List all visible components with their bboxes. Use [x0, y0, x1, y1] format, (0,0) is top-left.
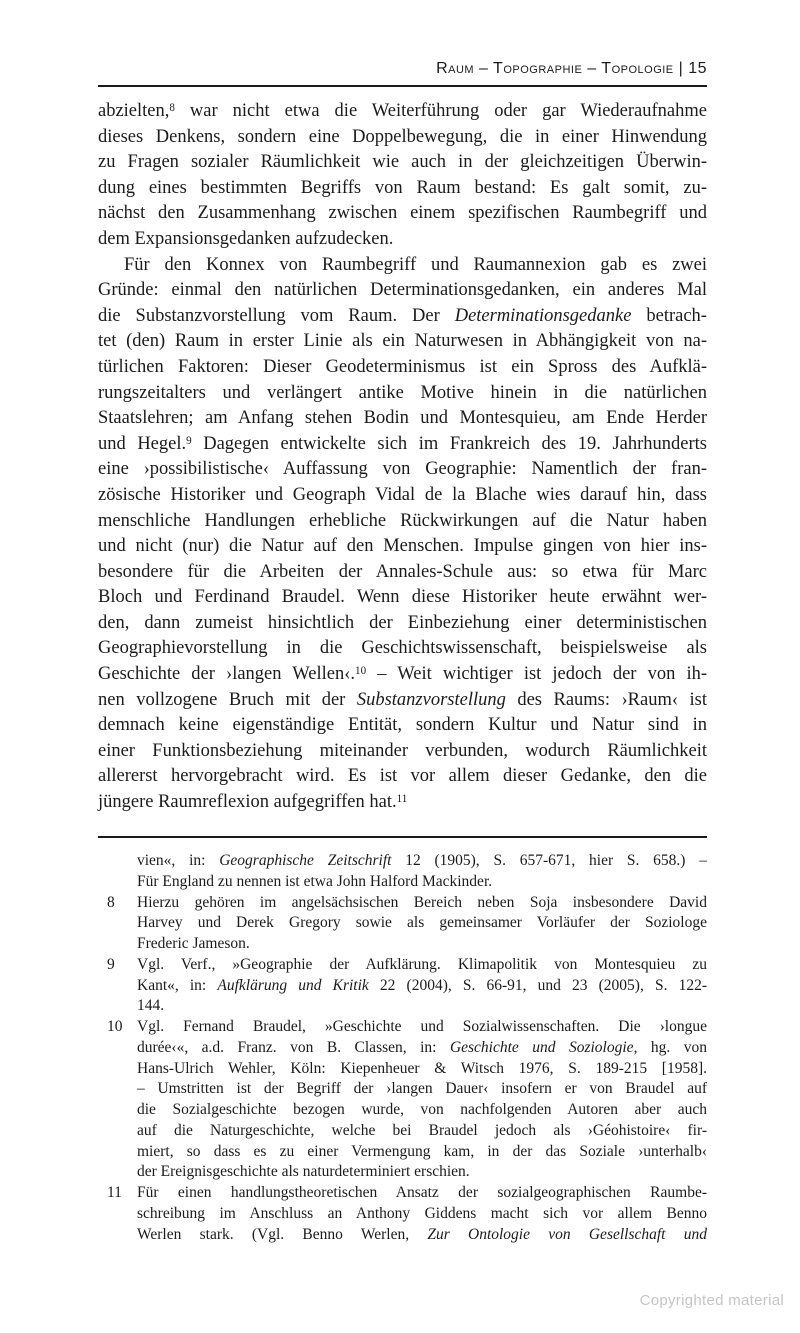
- text-segment: Vgl. Verf., »Geographie der Aufklärung. Klimapolitik von Montesquieu zu: [137, 955, 707, 973]
- footnote-number: 9: [107, 955, 115, 973]
- text-segment: besondere für die Arbeiten der Annales-Schule aus: so etwa für Marc: [98, 561, 707, 582]
- text-line: [137, 1183, 707, 1204]
- text-segment: 12 (1905), S. 657-671, hier S. 658.) –: [391, 852, 707, 869]
- running-header: [98, 59, 707, 79]
- text-segment: Gründe: einmal den natürlichen Determinationsgedanken, ein anderes Mal: [98, 280, 707, 301]
- text-line: [98, 432, 707, 458]
- text-line: [98, 201, 707, 227]
- footnote-number: 11: [107, 1184, 122, 1201]
- text-segment: zösische Historiker und Geograph Vidal de la Blache wies darauf hin, dass: [98, 484, 707, 505]
- text-segment: demnach keine eigenständige Entität, sondern Kultur und Natur sind in: [98, 715, 707, 736]
- footnotes: [98, 851, 707, 1245]
- text-segment: der Ereignisgeschichte als naturdeterminiert erschien.: [137, 1163, 470, 1181]
- italic-text: Substanzvorstellung: [356, 689, 506, 710]
- header-rule: [98, 85, 707, 87]
- text-segment: Geschichte der ›langen Wellen‹.: [98, 664, 356, 685]
- text-line: [137, 851, 707, 872]
- footnote: [98, 955, 707, 1017]
- text-segment: Frederic Jameson.: [137, 935, 250, 952]
- footnote-ref: 11: [396, 793, 408, 806]
- text-line: [98, 534, 707, 560]
- text-line: [98, 253, 707, 279]
- text-segment: nen vollzogene Bruch mit der: [98, 689, 357, 710]
- text-line: [98, 329, 707, 355]
- text-segment: Für England zu nennen ist etwa John Halford Mackinder.: [137, 872, 493, 890]
- text-segment: menschliche Handlungen erhebliche Rückwirkungen auf die Natur haben: [98, 510, 707, 531]
- text-segment: vien«, in:: [137, 852, 220, 869]
- body-text: [98, 99, 707, 816]
- text-line: [137, 1225, 707, 1246]
- italic-text: Zur Ontologie von Gesellschaft und: [427, 1225, 707, 1243]
- text-line: [137, 1142, 707, 1163]
- text-segment: Harvey und Derek Gregory sowie als gemeinsamer Vorläufer der Soziologe: [137, 914, 707, 932]
- text-line: [98, 176, 707, 202]
- text-line: [98, 457, 707, 483]
- text-line: [137, 893, 707, 914]
- text-segment: Staatslehren; am Anfang stehen Bodin und Montesquieu, am Ende Herder: [98, 408, 707, 429]
- text-line: [137, 1017, 707, 1038]
- text-line: [98, 406, 707, 432]
- text-line: [137, 872, 707, 893]
- text-line: [137, 1121, 707, 1142]
- text-segment: türlichen Faktoren: Dieser Geodeterminismus ist ein Spross des Aufklä-: [98, 356, 707, 377]
- footnote: [98, 893, 707, 955]
- text-line: [98, 227, 707, 253]
- text-segment: dem Expansionsgedanken aufzudecken.: [98, 228, 394, 249]
- text-segment: jüngere Raumreflexion aufgegriffen hat.: [98, 792, 397, 813]
- text-segment: abzielten,: [98, 101, 170, 121]
- text-line: [98, 764, 707, 790]
- text-segment: war nicht etwa die Weiterführung oder gar Wiederaufnahme: [174, 101, 707, 121]
- text-segment: Für einen handlungstheoretischen Ansatz der sozialgeographischen Raumbe-: [137, 1184, 707, 1201]
- text-segment: 22 (2004), S. 66-91, und 23 (2005), S. 122-: [368, 976, 707, 994]
- text-segment: die Substanzvorstellung vom Raum. Der: [98, 305, 455, 326]
- text-segment: nächst den Zusammenhang zwischen einem spezifischen Raumbegriff und: [98, 203, 707, 224]
- italic-text: Aufklärung und Kritik: [217, 976, 369, 994]
- text-line: [98, 150, 707, 176]
- text-line: [98, 509, 707, 535]
- footnote-number: 10: [107, 1018, 123, 1035]
- footnote-number: 8: [107, 893, 115, 911]
- text-line: [98, 125, 707, 151]
- text-line: [98, 483, 707, 509]
- text-segment: den, dann zumeist hinsichtlich der Einbeziehung einer deterministischen: [98, 612, 707, 633]
- text-line: [98, 585, 707, 611]
- text-line: [98, 381, 707, 407]
- text-line: [98, 713, 707, 739]
- text-segment: betrach-: [631, 305, 707, 326]
- text-segment: Vgl. Fernand Braudel, »Geschichte und Sozialwissenschaften. Die ›longue: [137, 1018, 707, 1035]
- text-segment: durée‹«, a.d. Franz. von B. Classen, in:: [137, 1038, 450, 1056]
- text-line: [98, 662, 707, 688]
- text-line: [137, 913, 707, 934]
- text-line: [98, 688, 707, 714]
- text-segment: – Umstritten ist der Begriff der ›langen Dauer‹ insofern er von Braudel auf: [137, 1080, 707, 1098]
- running-header-title: Raum – Topographie – Topologie: [436, 60, 674, 77]
- text-segment: dung eines bestimmten Begriffs von Raum bestand: Es galt somit, zu-: [98, 177, 707, 198]
- text-segment: Werlen stark. (Vgl. Benno Werlen,: [137, 1225, 428, 1243]
- text-segment: einer Funktionsbeziehung miteinander verbunden, wodurch Räumlichkeit: [98, 740, 707, 761]
- text-segment: allererst hervorgebracht wird. Es ist vor allem dieser Gedanke, den die: [98, 766, 707, 787]
- footnote-ref: 10: [355, 665, 367, 678]
- footnote-separator: [98, 836, 707, 838]
- text-line: [98, 560, 707, 586]
- text-line: [98, 278, 707, 304]
- text-segment: Kant«, in:: [137, 976, 218, 994]
- text-line: [98, 611, 707, 637]
- text-line: [137, 1162, 707, 1183]
- text-line: [137, 1100, 707, 1121]
- footnote-ref: 9: [186, 435, 192, 448]
- italic-text: Geographische Zeitschrift: [219, 852, 392, 869]
- header-separator: |: [678, 60, 684, 77]
- text-segment: 144.: [137, 997, 165, 1015]
- italic-text: Geschichte und Soziologie: [449, 1038, 634, 1056]
- text-line: [98, 304, 707, 330]
- text-segment: – Weit wichtiger ist jedoch der von ih-: [366, 664, 707, 685]
- text-segment: die Sozialgeschichte bezogen wurde, von nachfolgenden Autoren aber auch: [137, 1101, 707, 1118]
- text-segment: und Hegel.: [98, 433, 187, 454]
- text-line: [137, 996, 707, 1017]
- text-segment: zu Fragen sozialer Räumlichkeit wie auch in der gleichzeitigen Überwin-: [98, 152, 707, 173]
- paragraph: [98, 99, 707, 253]
- text-segment: Hans-Ulrich Wehler, Köln: Kiepenheuer & Witsch 1976, S. 189-215 [1958].: [137, 1059, 707, 1077]
- text-segment: miert, so dass es zu einer Vermengung kam, in der das Soziale ›unterhalb‹: [137, 1142, 707, 1160]
- text-line: [98, 739, 707, 765]
- text-segment: Hierzu gehören im angelsächsischen Bereich neben Soja insbesondere David: [137, 893, 707, 911]
- text-line: [137, 934, 707, 955]
- text-segment: Dagegen entwickelte sich im Frankreich des 19. Jahrhunderts: [191, 433, 707, 454]
- text-segment: auf die Naturgeschichte, welche bei Braudel jedoch als ›Géohistoire‹ fir-: [137, 1121, 707, 1139]
- text-segment: des Raums: ›Raum‹ ist: [505, 689, 707, 710]
- text-segment: eine ›possibilistische‹ Auffassung von Geographie: Namentlich der fran-: [98, 459, 707, 480]
- text-segment: dieses Denkens, sondern eine Doppelbewegung, die in einer Hinwendung: [98, 126, 707, 147]
- copyright-watermark: Copyrighted material: [639, 1292, 784, 1309]
- text-line: [137, 1204, 707, 1225]
- footnote: [98, 1017, 707, 1183]
- text-segment: Bloch und Ferdinand Braudel. Wenn diese Historiker heute erwähnt wer-: [98, 587, 707, 608]
- paragraph: [98, 253, 707, 816]
- text-segment: rungszeitalters und verlängert antike Motive hinein in die natürlichen: [98, 382, 707, 403]
- text-line: [137, 955, 707, 976]
- text-segment: und nicht (nur) die Natur auf den Menschen. Impulse gingen von hier ins-: [98, 536, 707, 557]
- text-line: [98, 636, 707, 662]
- text-line: [137, 1059, 707, 1080]
- footnote-ref: 8: [169, 102, 175, 115]
- text-segment: tet (den) Raum in erster Linie als ein Naturwesen in Abhängigkeit von na-: [98, 331, 707, 352]
- text-line: [98, 99, 707, 125]
- text-line: [137, 1038, 707, 1059]
- text-segment: Geographievorstellung in die Geschichtswissenschaft, beispielsweise als: [98, 638, 707, 659]
- footnote: [98, 1183, 707, 1245]
- text-line: [137, 976, 707, 997]
- text-line: [98, 355, 707, 381]
- footnote: [98, 851, 707, 893]
- text-line: [137, 1079, 707, 1100]
- text-segment: , hg. von: [633, 1038, 707, 1056]
- text-segment: Für den Konnex von Raumbegriff und Raumannexion gab es zwei: [124, 254, 707, 275]
- italic-text: Determinationsgedanke: [454, 305, 632, 326]
- page-number: 15: [688, 60, 707, 77]
- text-line: [98, 790, 707, 816]
- text-segment: schreibung im Anschluss an Anthony Giddens macht sich vor allem Benno: [137, 1204, 707, 1222]
